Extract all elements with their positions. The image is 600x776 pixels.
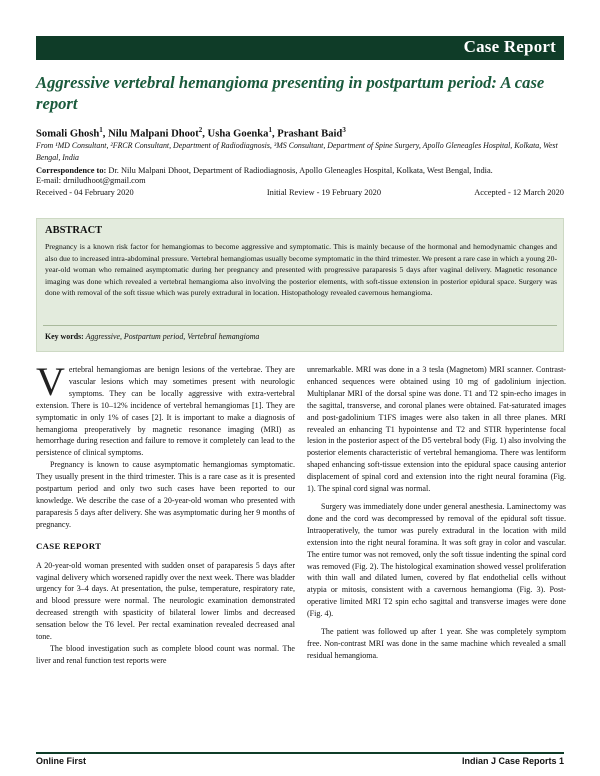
author-name: Somali Ghosh: [36, 128, 100, 140]
banner-title: Case Report: [463, 37, 556, 56]
author-list: Somali Ghosh$^1$, Nilu Malpani Dhoot$^2$, Usha Goenka$^1$, Prashant Baid$^3$: [36, 126, 346, 140]
body-column-left: [36, 359, 295, 667]
keywords-list: Aggressive, Postpartum period, Vertebral hemangioma: [83, 332, 260, 341]
footer-rule: [36, 752, 564, 754]
intro-paragraph: [36, 359, 295, 459]
author-affiliation-mark: 1: [99, 126, 103, 134]
followup-paragraph: The patient was followed up after 1 year. She was completely symptom free. Non-contrast MRI was done in the same machine which revealed a small residual hemangioma.: [307, 627, 566, 660]
abstract-text: Pregnancy is a known risk factor for hemangiomas to become aggressive and symptomatic. This is mainly because of the hormonal and hemodynamic changes and also due to increased intra-abdominal pressure. Vertebral hemangiomas usually become symptomatic in the third trimester. We present a rare case in which a young 20-year-old woman who remained asymptomatic during her pregnancy and presented with progressive paraparesis 5 days after vaginal delivery. Magnetic resonance imaging was done which revealed a vertebral hemangioma also involving the posterior elements, with soft-tissue extension in posterior epidural space. Surgery was done with removal of the soft tissue which was purely extradural in location. Histopathology revealed cavernous hemangioma.: [45, 242, 557, 298]
imaging-paragraph: unremarkable. MRI was done in a 3 tesla (Magnetom) MRI scanner. Contrast-enhanced sequences were obtained using 10 mg of gadolinium injection. Multiplanar MRI of the dorsal spine was done. T1 and T2 spin-echo images in the sagittal, transverse, and coronal planes were obtained. Fat-saturated images and post-gadolinium T1FS images were also taken in all three planes. MRI revealed an enhancing T1 hypointense and T2 and STIR hyperintense focal lesion in the posterior aspect of the D5 vertebral body (Fig. 1) also involving the posterior elements characteristic of vertebral hemangioma. There was lentiform shaped enhancing soft-tissue extension into the epidural space causing anterior displacement of spinal cord and extension into the right neural foramina (Fig. 1). The spinal cord signal was normal.: [307, 365, 567, 494]
footer-right: Indian J Case Reports 1: [461, 756, 564, 766]
author-name: Nilu Malpani Dhoot: [108, 128, 199, 140]
article-dates: [36, 188, 564, 197]
initial-review-date: Initial Review - 19 February 2020: [266, 188, 382, 197]
header-banner: [36, 36, 564, 60]
section-heading-case-report: CASE REPORT: [36, 540, 102, 551]
author-affiliation-mark: 3: [342, 126, 346, 134]
correspondence-email: E-mail: drniludhoot@gmail.com: [36, 176, 146, 185]
footer-left: Online First: [36, 756, 87, 766]
author-affiliation-mark: 1: [268, 126, 272, 134]
article-title: Aggressive vertebral hemangioma presenting in postpartum period: A case report: [36, 73, 545, 113]
correspondence: [36, 165, 566, 177]
intro-text: ertebral hemangiomas are benign lesions of the vertebrae. They are vascular lesions which may sometimes present with neurologic symptoms. They can be locally aggressive with extra-vertebral extension. There is 10–12% incidence of vertebral hemangiomas [1]. They are symptomatic in only 1% of cases [2]. It is important to make a diagnosis of hemangioma preoperatively by magnetic resonance imaging (MRI) as hemorrhage during resection and failure to remove it completely can lead to the persistence of clinical symptoms.: [36, 365, 295, 458]
keywords: [45, 332, 259, 341]
case-paragraph-2: The blood investigation such as complete blood count was normal. The liver and renal function test reports were: [36, 643, 295, 665]
abstract-divider: [43, 325, 557, 326]
correspondence-label: Correspondence to:: [36, 166, 107, 175]
intro-paragraph-2: Pregnancy is known to cause asymptomatic hemangiomas symptomatic. They usually present in the third trimester. This is a rare case as it is presented postpartum period and only two such cases have been reported to our knowledge. We describe the case of a 20-year-old woman who presented with paraparesis 5 days after delivery. She was asymptomatic during her 9 months of pregnancy.: [36, 460, 295, 529]
drop-cap: V: [36, 359, 65, 404]
keywords-label: Key words:: [45, 332, 84, 341]
body-column-right: [307, 364, 566, 662]
received-date: Received - 04 February 2020: [36, 188, 134, 197]
abstract-heading: ABSTRACT: [45, 225, 103, 236]
author-name: Usha Goenka: [207, 128, 269, 140]
case-paragraph-1: A 20-year-old woman presented with sudden onset of paraparesis 5 days after vaginal delivery which worsened rapidly over the next week. There was bladder urgency for 3–4 days. At presentation, the pulse, temperature, respiratory rate, and blood pressure were normal. The neurologic examination demonstrated decreased strength with spasticity of bilateral lower limbs and decreased sensation below the T6 level. Per rectal examination revealed decreased anal tone.: [36, 560, 295, 642]
affiliations: From ¹MD Consultant, ²FRCR Consultant, Department of Radiodiagnosis, ³MS Consultant, Department of Spine Surgery, Apollo Gleneagles Hospital, Kolkata, West Bengal, India: [36, 141, 558, 162]
correspondence-text: Dr. Nilu Malpani Dhoot, Department of Radiodiagnosis, Apollo Gleneagles Hospital, Kolkata, West Bengal, India.: [106, 166, 493, 175]
accepted-date: Accepted - 12 March 2020: [474, 188, 564, 197]
author-affiliation-mark: 2: [198, 126, 203, 134]
abstract-box: [36, 218, 564, 352]
author-name: Prashant Baid: [277, 128, 343, 140]
surgery-paragraph: Surgery was immediately done under general anesthesia. Laminectomy was done and the cord was decompressed by removal of the epidural soft tissue. Intraoperatively, the tumor was purely extradural in the location with mild extension into the right neural foramina. It was soft gray in color and vascular. The entire tumor was not removed, only the soft tissue indenting the spinal cord was removed (Fig. 2). The histological examination showed vessel proliferation with thin wall and dilated lumen, covered by flat endothelial cells without atypia or mitosis, consistent with a cavernous hemangioma (Fig. 3). Post-operative limited MRI T2 spin echo sagittal and transverse images were done (Fig. 4).: [307, 501, 566, 619]
